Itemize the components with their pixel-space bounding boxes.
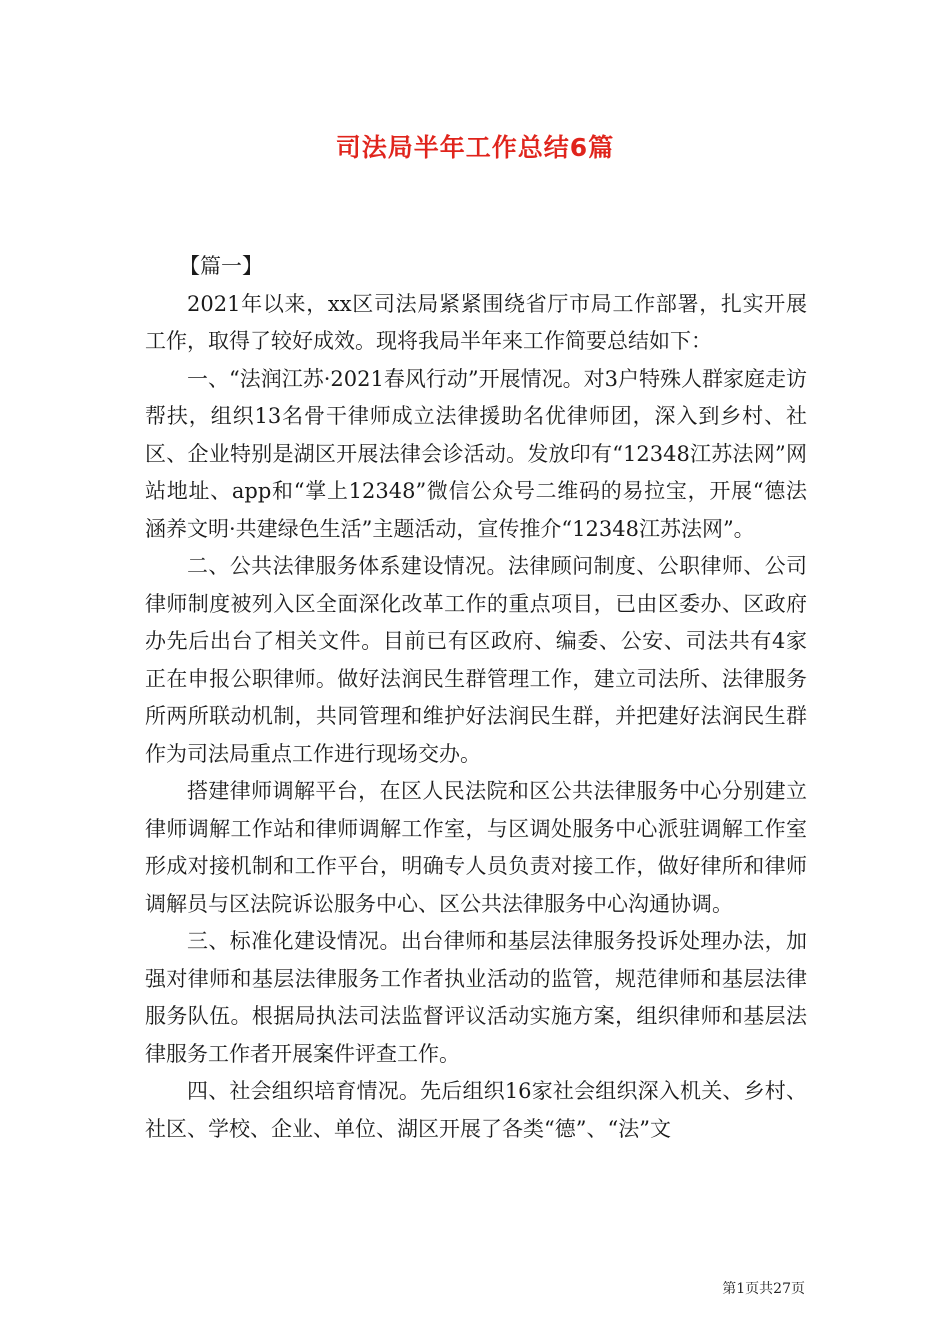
page-number: 第1页共27页 (722, 1281, 805, 1297)
paragraph: 三、标准化建设情况。出台律师和基层法律服务投诉处理办法，加强对律师和基层法律服务工作者执业活动的监管，规范律师和基层法律服务队伍。根据局执法司法监督评议活动实施方案，组织律师和基层法律服务工作者开展案件评查工作。 (145, 929, 807, 1066)
paragraph: 二、公共法律服务体系建设情况。法律顾问制度、公职律师、公司律师制度被列入区全面深化改革工作的重点项目，已由区委办、区政府办先后出台了相关文件。目前已有区政府、编委、公安、司法共有4家正在申报公职律师。做好法润民生群管理工作，建立司法所、法律服务所两所联动机制，共同管理和维护好法润民生群，并把建好法润民生群作为司法局重点工作进行现场交办。 (145, 554, 807, 766)
section-label: 【篇一】 (179, 254, 263, 278)
document-title: 司法局半年工作总结6篇 (335, 133, 615, 162)
document-body (145, 248, 807, 1148)
paragraph: 搭建律师调解平台，在区人民法院和区公共法律服务中心分别建立律师调解工作站和律师调解工作室，与区调处服务中心派驻调解工作室形成对接机制和工作平台，明确专人员负责对接工作，做好律所和律师调解员与区法院诉讼服务中心、区公共法律服务中心沟通协调。 (145, 779, 807, 916)
paragraph: 2021年以来，xx区司法局紧紧围绕省厅市局工作部署，扎实开展工作，取得了较好成效。现将我局半年来工作简要总结如下： (145, 291, 807, 353)
paragraph: 四、社会组织培育情况。先后组织16家社会组织深入机关、乡村、社区、学校、企业、单位、湖区开展了各类“德”、“法”文 (145, 1079, 807, 1141)
paragraph: 一、“法润江苏·2021春风行动”开展情况。对3户特殊人群家庭走访帮扶，组织13名骨干律师成立法律援助名优律师团，深入到乡村、社区、企业特别是湖区开展法律会诊活动。发放印有“12348江苏法网”网站地址、app和“掌上12348”微信公众号二维码的易拉宝，开展“德法涵养文明·共建绿色生活”主题活动，宣传推介“12348江苏法网”。 (145, 366, 807, 541)
